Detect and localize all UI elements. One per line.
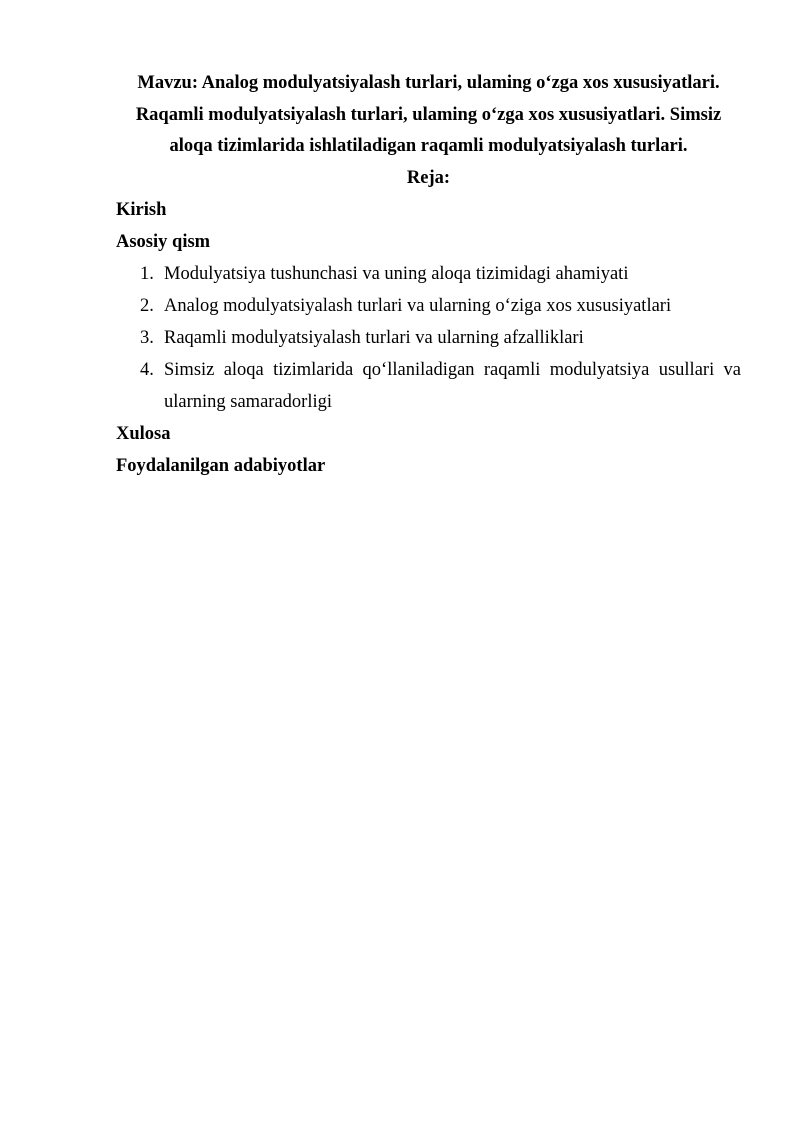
section-intro: Kirish [116,200,167,220]
section-main: Asosiy qism [116,232,211,252]
section-conclusion: Xulosa [116,424,171,444]
list-item-number: 4. [140,360,154,380]
document-title [116,68,741,163]
list-item [116,258,741,290]
document-page [116,68,741,482]
list-item-text: Modulyatsiya tushunchasi va uning aloqa tizimidagi ahamiyati [164,264,629,284]
list-item-number: 2. [140,296,154,316]
list-item-text: Analog modulyatsiyalash turlari va ularning o‘ziga xos xususiyatlari [164,296,672,316]
list-item-text: Simsiz aloqa tizimlarida qo‘llaniladigan raqamli modulyatsiya usullari va ularning samaradorligi [164,360,741,412]
plan-list [116,258,741,418]
title-line-2: Raqamli modulyatsiyalash turlari, ulaming o‘zga xos xususiyatlari. Simsiz [135,104,722,125]
list-item-text: Raqamli modulyatsiyalash turlari va ularning afzalliklari [164,328,584,348]
list-item [116,290,741,322]
list-item-number: 1. [140,264,154,284]
title-line-3: aloqa tizimlarida ishlatiladigan raqamli modulyatsiyalash turlari. [169,136,688,156]
title-line-1: Mavzu: Analog modulyatsiyalash turlari, ulaming o‘zga xos xususiyatlari. [137,73,720,93]
section-references: Foydalanilgan adabiyotlar [116,456,326,476]
list-item [116,354,741,418]
list-item [116,322,741,354]
plan-heading: Reja: [406,167,451,188]
list-item-number: 3. [140,328,154,348]
